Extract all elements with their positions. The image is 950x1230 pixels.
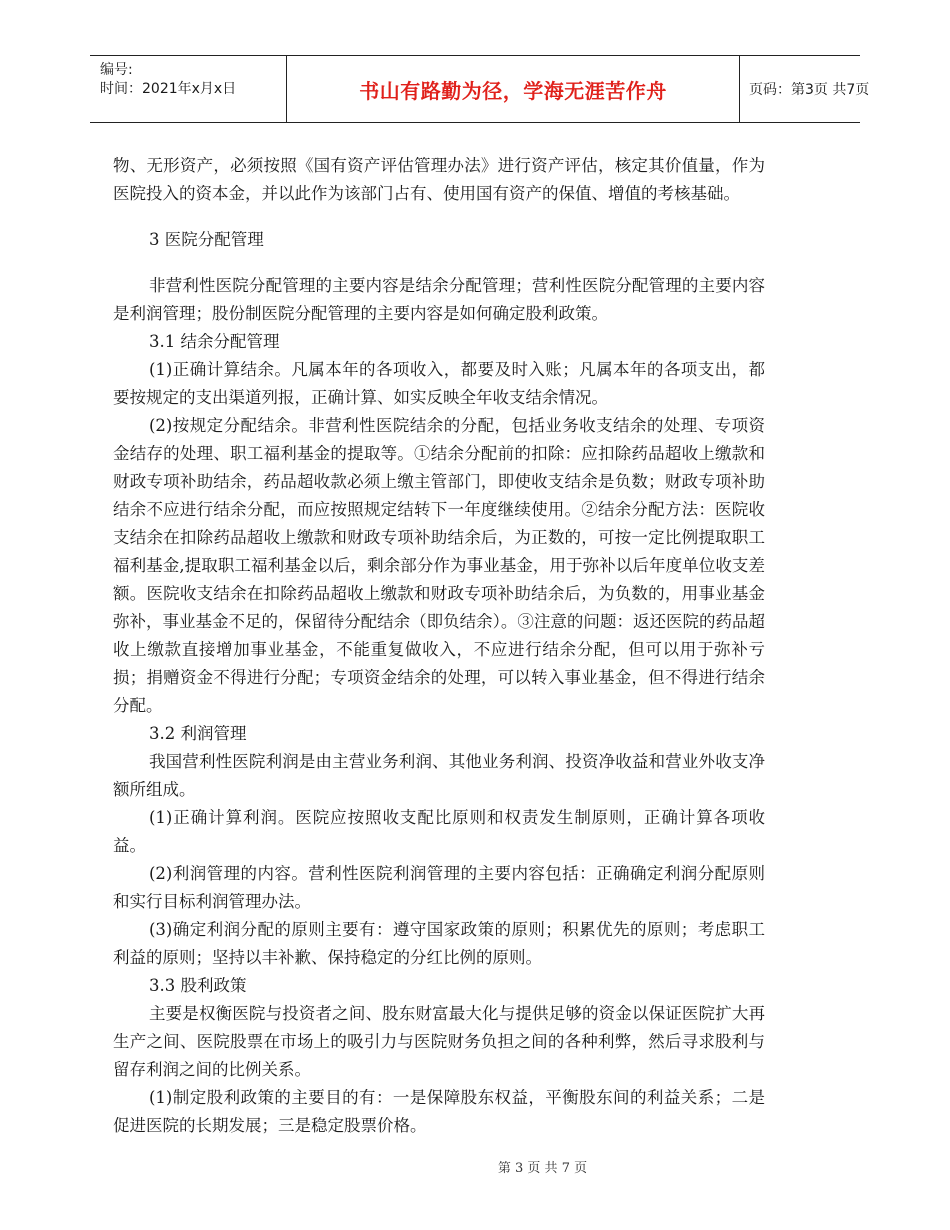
header-page-info: 页码：第3页 共7页 [749, 82, 870, 98]
paragraph-3-2-3: (3)确定利润分配的原则主要有：遵守国家政策的原则；积累优先的原则；考虑职工利益的原则；坚持以丰补歉、保持稳定的分红比例的原则。 [113, 920, 765, 967]
paragraph-3-1-2: (2)按规定分配结余。非营利性医院结余的分配，包括业务收支结余的处理、专项资金结存的处理、职工福利基金的提取等。①结余分配前的扣除：应扣除药品超收上缴款和财政专项补助结余，药品超收款必须上缴主管部门，即使收支结余是负数；财政专项补助结余不应进行结余分配，而应按照规定结转下一年度继续使用。②结余分配方法：医院收支结余在扣除药品超收上缴款和财政专项补助结余后，为正数的，可按一定比例提取职工福利基金,提取职工福利基金以后，剩余部分作为事业基金，用于弥补以后年度单位收支差额。医院收支结余在扣除药品超收上缴款和财政专项补助结余后，为负数的，用事业基金弥补，事业基金不足的，保留待分配结余（即负结余）。③注意的问题：返还医院的药品超收上缴款直接增加事业基金，不能重复做收入，不应进行结余分配，但可以用于弥补亏损；捐赠资金不得进行分配；专项资金结余的处理，可以转入事业基金，但不得进行结余分配。 [113, 416, 765, 715]
paragraph-3-2-1: (1)正确计算利润。医院应按照收支配比原则和权责发生制原则，正确计算各项收益。 [113, 808, 765, 855]
section-heading-3-2: 3.2 利润管理 [149, 724, 247, 743]
doc-number-label: 编号: [100, 62, 133, 78]
paragraph-intro: 物、无形资产，必须按照《国有资产评估管理办法》进行资产评估，核定其价值量，作为医院投入的资本金，并以此作为该部门占有、使用国有资产的保值、增值的考核基础。 [113, 156, 765, 203]
paragraph-3-2-0: 我国营利性医院利润是由主营业务利润、其他业务利润、投资净收益和营业外收支净额所组成。 [113, 752, 765, 799]
doc-time-label: 时间：2021年x月x日 [100, 81, 237, 97]
section-heading-3: 3 医院分配管理 [149, 230, 264, 249]
paragraph-3-3-0: 主要是权衡医院与投资者之间、股东财富最大化与提供足够的资金以保证医院扩大再生产之间、医院股票在市场上的吸引力与医院财务负担之间的各种利弊，然后寻求股利与留存利润之间的比例关系。 [113, 1004, 765, 1079]
paragraph-3-1-1: (1)正确计算结余。凡属本年的各项收入，都要及时入账；凡属本年的各项支出，都要按规定的支出渠道列报，正确计算、如实反映全年收支结余情况。 [113, 360, 765, 407]
section-heading-3-3: 3.3 股利政策 [149, 976, 247, 995]
header-motto-cell [286, 56, 740, 122]
paragraph-3-3-1: (1)制定股利政策的主要目的有：一是保障股东权益，平衡股东间的利益关系；二是促进医院的长期发展；三是稳定股票价格。 [113, 1088, 765, 1135]
page-footer: 第 3 页 共 7 页 [497, 1161, 588, 1176]
paragraph-distribution: 非营利性医院分配管理的主要内容是结余分配管理；营利性医院分配管理的主要内容是利润管理；股份制医院分配管理的主要内容是如何确定股利政策。 [113, 276, 765, 323]
document-body [113, 152, 765, 1140]
header-motto: 书山有路勤为径，学海无涯苦作舟 [359, 78, 667, 103]
header-meta-cell [90, 56, 286, 122]
document-header [90, 55, 870, 123]
paragraph-3-2-2: (2)利润管理的内容。营利性医院利润管理的主要内容包括：正确确定利润分配原则和实行目标利润管理办法。 [113, 864, 765, 911]
section-heading-3-1: 3.1 结余分配管理 [149, 332, 280, 351]
